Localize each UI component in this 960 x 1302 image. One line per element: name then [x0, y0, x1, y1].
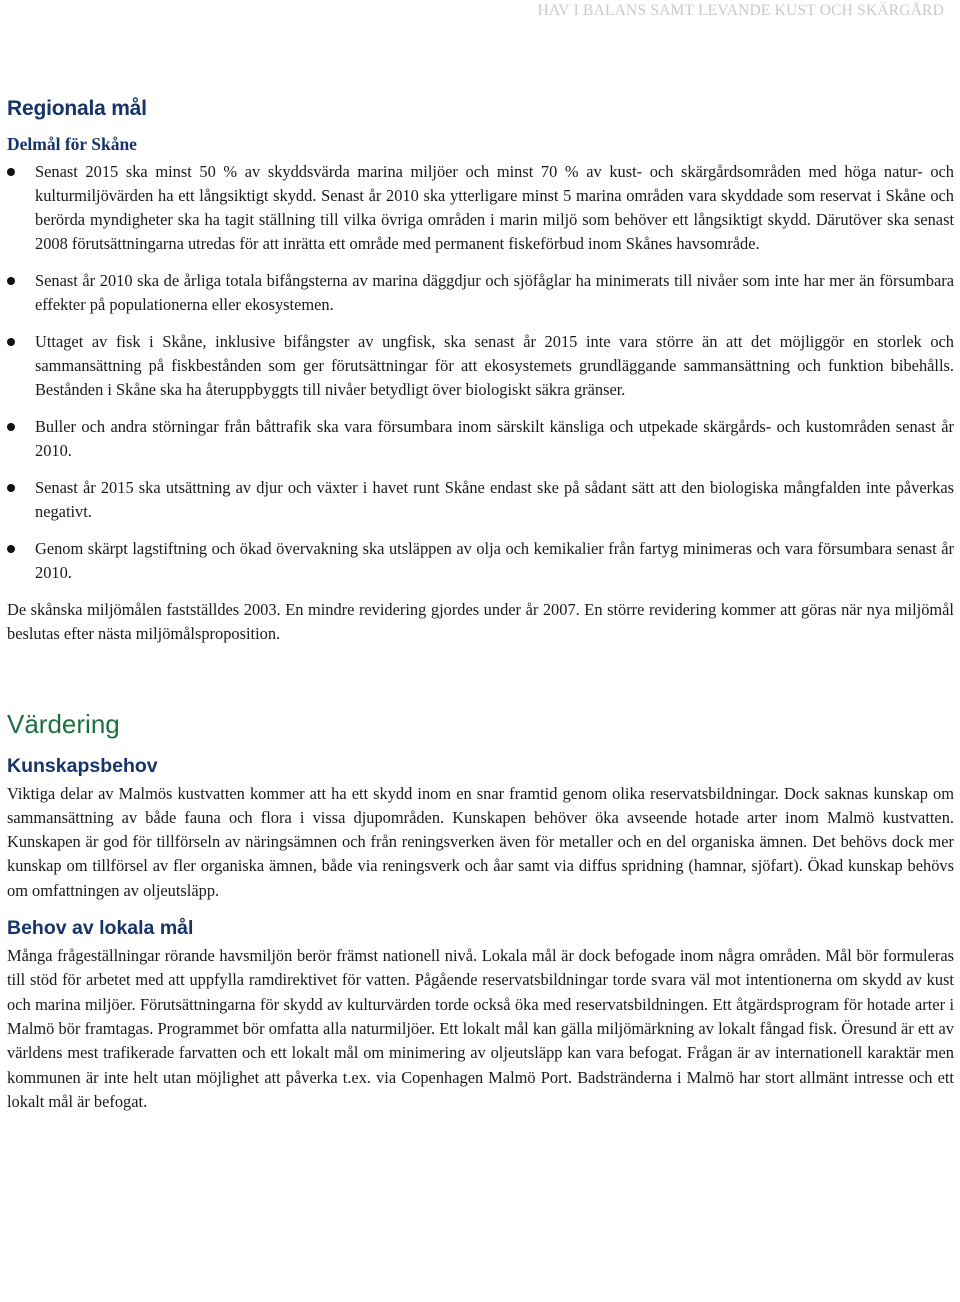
bullet-icon	[7, 545, 15, 553]
list-item	[7, 330, 954, 402]
list-item	[7, 476, 954, 524]
list-item-text: Uttaget av fisk i Skåne, inklusive bifångster av ungfisk, ska senast år 2015 inte vara större än att det möjliggör en storlek och sammansättning på fiskbestånden som ger förutsättningar för att ekosystemets grundläggande sammansättning och funktion bibehålls. Bestånden i Skåne ska ha återuppbyggts till nivåer betydligt över biologiskt säkra gränser.	[35, 332, 954, 399]
list-item	[7, 537, 954, 585]
list-item-text: Senast år 2015 ska utsättning av djur och växter i havet runt Skåne endast ske på sådant sätt att den biologiska mångfalden inte påverkas negativt.	[35, 478, 954, 521]
running-header: HAV I BALANS SAMT LEVANDE KUST OCH SKÄRGÅRD	[537, 2, 944, 19]
subgoals-skane-heading: Delmål för Skåne	[7, 134, 137, 154]
knowledge-needs-heading: Kunskapsbehov	[7, 754, 158, 777]
local-goals-paragraph: Många frågeställningar rörande havsmiljön berör främst nationell nivå. Lokala mål är dock befogade inom några områden. Mål bör formuleras till stöd för arbetet med att uppfylla ramdirektivet för vatten. Pågående reservatsbildningar torde svara väl mot intentionerna om skydd av kust och marina miljöer. Förutsättningarna för skydd av kulturvärden torde också öka med reservatsbildningen. Ett åtgärdsprogram för hotade arter i Malmö bör framtagas. Programmet bör omfatta alla naturmiljöer. Ett lokalt mål kan gälla miljömärkning av lokalt fångad fisk. Öresund är ett av världens mest trafikerade farvatten och ett lokalt mål om minimering av oljeutsläpp kan vara befogat. Frågan är av internationell karaktär men kommunen är inte helt utan möjlighet att påverka t.ex. via Copenhagen Malmö Port. Badstränderna i Malmö har stort allmänt intresse och ett lokalt mål är befogat.	[7, 946, 954, 1111]
bullet-icon	[7, 277, 15, 285]
bullet-icon	[7, 484, 15, 492]
bullet-icon	[7, 338, 15, 346]
list-item-text: Genom skärpt lagstiftning och ökad övervakning ska utsläppen av olja och kemikalier från fartyg minimeras och vara försumbara senast år 2010.	[35, 539, 954, 582]
knowledge-needs-paragraph: Viktiga delar av Malmös kustvatten kommer att ha ett skydd inom en snar framtid genom olika reservatsbildningar. Dock saknas kunskap om sammansättning av både fauna och flora i vissa djupområden. Kunskapen behöver öka avseende hotade arter inom Malmö kustvatten. Kunskapen är god för tillförseln av näringsämnen och från reningsverken även för metaller och en del organiska ämnen. Det behövs dock mer kunskap om tillförsel av fler organiska ämnen, både via reningsverk och åar samt via diffus spridning (hamnar, sjöfart). Ökad kunskap behövs om omfattningen av oljeutsläpp.	[7, 783, 954, 900]
local-goals-heading: Behov av lokala mål	[7, 917, 194, 940]
list-item	[7, 415, 954, 463]
list-item	[7, 160, 954, 256]
goal-list	[7, 160, 954, 585]
list-item-text: Senast 2015 ska minst 50 % av skyddsvärda marina miljöer och minst 70 % av kust- och skärgårdsområden med höga natur- och kulturmiljövärden ha ett långsiktigt skydd. Senast år 2010 ska ytterligare minst 5 marina områden vara skyddade som reservat i Skåne och berörda myndigheter ska ha tagit ställning till vilka övriga områden i marin miljö som behöver ett långsiktigt skydd. Därutöver ska senast 2008 förutsättningarna utredas för att inrätta ett område med permanent fiskeförbud inom Skånes havsområde.	[35, 162, 954, 253]
list-item-text: Buller och andra störningar från båttrafik ska vara försumbara inom särskilt känsliga och utpekade skärgårds- och kustområden senast år 2010.	[35, 417, 954, 460]
evaluation-heading: Värdering	[7, 708, 120, 739]
list-item-text: Senast år 2010 ska de årliga totala bifångsterna av marina däggdjur och sjöfåglar ha minimerats till nivåer som inte har mer än försumbara effekter på populationerna eller ekosystemen.	[35, 271, 954, 314]
list-item	[7, 269, 954, 317]
bullet-icon	[7, 168, 15, 176]
regional-goals-heading: Regionala mål	[7, 97, 147, 120]
page-content	[7, 94, 954, 1114]
bullet-icon	[7, 423, 15, 431]
adopted-goals-paragraph: De skånska miljömålen fastställdes 2003. En mindre revidering gjordes under år 2007. En större revidering kommer att göras när nya miljömål beslutas efter nästa miljömålsproposition.	[7, 600, 954, 644]
